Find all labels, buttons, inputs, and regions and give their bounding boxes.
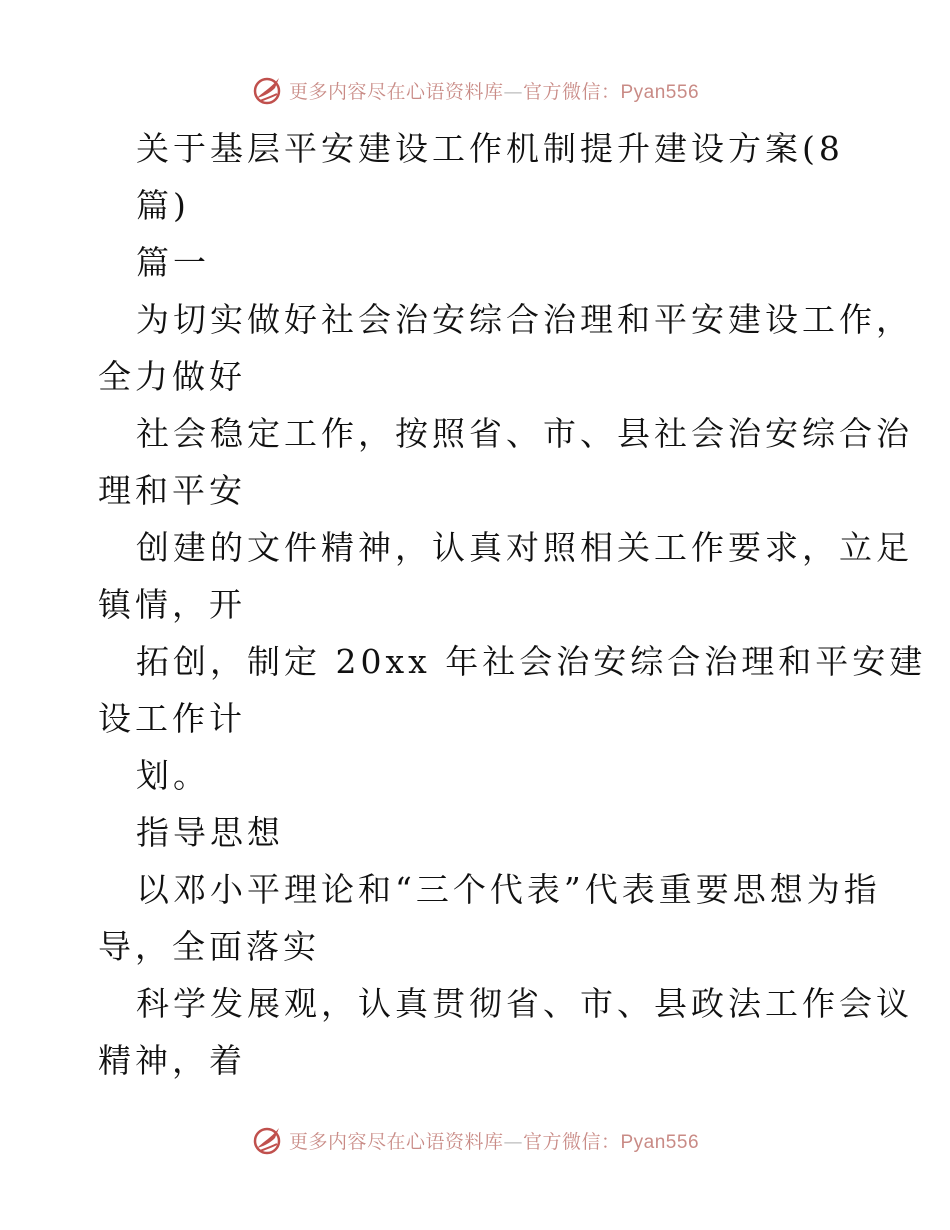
document-line: 为切实做好社会治安综合治理和平安建设工作， [136,300,913,339]
banner-main-text: 更多内容尽在心语资料库 [288,80,504,103]
document-line: 全力做好 [98,357,246,396]
document-line: 理和平安 [98,471,246,510]
document-line: 精神，着 [98,1041,246,1080]
banner-text [289,1127,699,1154]
footer-banner [0,1120,950,1160]
document-line: 导，全面落实 [98,927,320,966]
document-line: 以邓小平理论和“三个代表”代表重要思想为指 [136,870,881,909]
document-line: 划。 [136,756,210,795]
quill-ribbon-logo-icon [251,1124,283,1156]
document-line: 镇情，开 [98,585,246,624]
banner-wechat-id: Pyan556 [620,1131,700,1153]
quill-ribbon-logo-icon [251,74,283,106]
banner-separator: — [503,80,523,103]
header-banner [0,70,950,110]
document-line: 篇一 [136,243,210,282]
banner-text [289,77,699,104]
document-line: 拓创，制定 20xx 年社会治安综合治理和平安建 [136,642,927,681]
banner-wechat-label: 官方微信： [522,80,621,103]
banner-main-text: 更多内容尽在心语资料库 [288,1130,504,1153]
document-line: 社会稳定工作，按照省、市、县社会治安综合治 [136,414,913,453]
document-line: 创建的文件精神，认真对照相关工作要求，立足 [136,528,913,567]
document-line: 科学发展观，认真贯彻省、市、县政法工作会议 [136,984,913,1023]
banner-separator: — [503,1130,523,1153]
document-line: 设工作计 [98,699,246,738]
document-body [98,120,927,1089]
document-line: 指导思想 [136,813,284,852]
document-line: 篇) [136,186,190,225]
banner-wechat-id: Pyan556 [620,81,700,103]
banner-wechat-label: 官方微信： [522,1130,621,1153]
document-line: 关于基层平安建设工作机制提升建设方案(8 [136,129,844,168]
